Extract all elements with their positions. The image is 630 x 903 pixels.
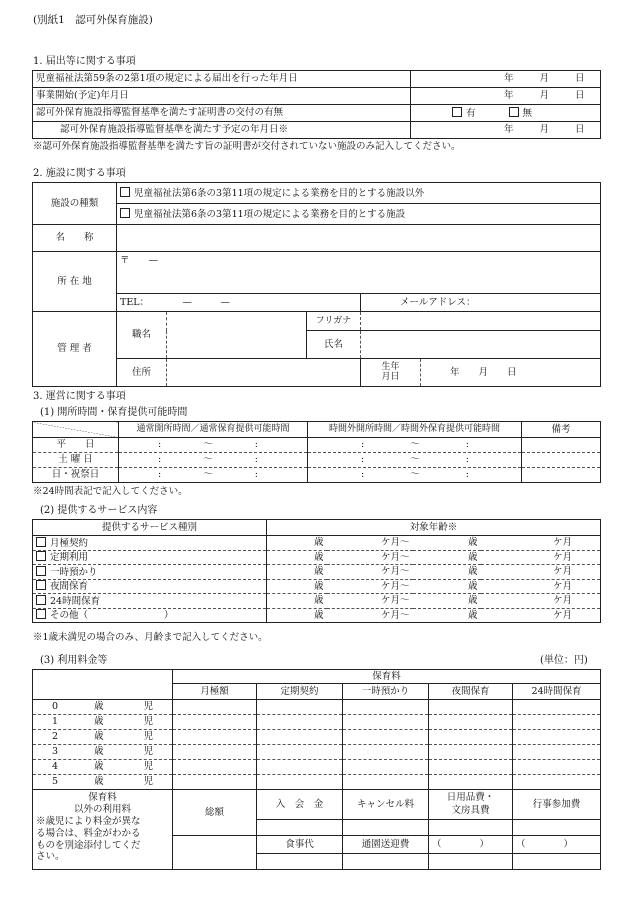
- services-table: [32, 519, 601, 623]
- section-2-table: [32, 182, 601, 387]
- hours-extra-field[interactable]: : 〜 :: [308, 453, 522, 468]
- s2-name-field[interactable]: [117, 225, 601, 252]
- fee-cell[interactable]: [173, 700, 257, 715]
- daily-fee-field[interactable]: [429, 820, 513, 836]
- s3-2-note: ※1歳未満児の場合のみ、月齢まで記入してください。: [33, 632, 268, 643]
- month-unit: ケ月〜: [327, 550, 413, 565]
- cancel-fee-field[interactable]: [343, 820, 429, 836]
- hours-col-notes: 備考: [522, 422, 601, 438]
- fee-cell[interactable]: [513, 700, 601, 715]
- s2-address2-field[interactable]: [167, 359, 361, 387]
- s2-manager-label: 管 理 者: [33, 312, 117, 387]
- checkbox-yes[interactable]: [452, 107, 462, 117]
- age-unit: 歳: [267, 550, 327, 565]
- fee-cell[interactable]: [513, 730, 601, 745]
- hours-notes-field[interactable]: [522, 453, 601, 468]
- service-option[interactable]: 一時預かり: [33, 565, 267, 580]
- s1-note: ※認可外保育施設指導監督基準を満たす旨の証明書が交付されていない施設のみ記入してください。: [33, 141, 461, 152]
- daily-fee-label: 日用品費・ 文房具費: [429, 790, 513, 820]
- s1-r1-label: 児童福祉法第59条の2第1項の規定による届出を行った年月日: [33, 71, 411, 88]
- section-3-title: 3. 運営に関する事項: [33, 391, 126, 402]
- month-unit: ケ月〜: [327, 608, 413, 623]
- age-unit: 歳: [413, 594, 481, 609]
- table-row: [33, 730, 601, 745]
- s2-furigana-label: フリガナ: [307, 312, 361, 331]
- fee-cell[interactable]: [429, 700, 513, 715]
- s1-r3-options[interactable]: 有 無: [411, 105, 601, 122]
- service-option[interactable]: その他（ ）: [33, 608, 267, 623]
- s2-furigana-field[interactable]: [361, 312, 601, 331]
- other-fee-2-field[interactable]: [513, 854, 601, 870]
- fee-cell[interactable]: [513, 745, 601, 760]
- service-option[interactable]: 定期利用: [33, 550, 267, 565]
- s2-type-label: 施設の種類: [33, 183, 117, 225]
- age-unit: 歳: [267, 594, 327, 609]
- fees-col: 24時間保育: [513, 684, 601, 700]
- fee-cell[interactable]: [173, 760, 257, 775]
- fees-col: 月極額: [173, 684, 257, 700]
- checkbox-icon[interactable]: [36, 566, 46, 576]
- section-1-title: 1. 届出等に関する事項: [33, 56, 136, 67]
- unit-label: (単位：円): [540, 655, 588, 666]
- fees-age-label: 5 歳 児: [33, 775, 173, 790]
- fees-age-label: 4 歳 児: [33, 760, 173, 775]
- entry-fee-field[interactable]: [257, 820, 343, 836]
- table-row: [33, 453, 601, 468]
- s2-postal-field[interactable]: 〒 —: [117, 252, 601, 294]
- fees-table: [32, 669, 601, 870]
- s1-r4-label: 認可外保育施設指導監督基準を満たす予定の年月日※: [33, 122, 411, 139]
- event-fee-field[interactable]: [513, 820, 601, 836]
- fee-cell[interactable]: [173, 730, 257, 745]
- month-unit: ケ月: [481, 579, 601, 594]
- hours-extra-field[interactable]: : 〜 :: [308, 438, 522, 453]
- fee-cell[interactable]: [513, 715, 601, 730]
- services-col-age: 対象年齢※: [267, 520, 601, 536]
- hours-notes-field[interactable]: [522, 468, 601, 483]
- fee-cell[interactable]: [429, 715, 513, 730]
- fee-cell[interactable]: [429, 760, 513, 775]
- fee-cell[interactable]: [429, 730, 513, 745]
- table-row: [33, 468, 601, 483]
- hours-normal-field[interactable]: : 〜 :: [119, 453, 308, 468]
- fee-cell[interactable]: [429, 745, 513, 760]
- fees-col: 一時預かり: [343, 684, 429, 700]
- fee-cell[interactable]: [257, 760, 343, 775]
- checkbox-type-1[interactable]: [120, 187, 130, 197]
- hours-notes-field[interactable]: [522, 438, 601, 453]
- fees-col: 定期契約: [257, 684, 343, 700]
- s3-1-note: ※24時間表記で記入してください。: [33, 486, 188, 497]
- fees-age-label: 1 歳 児: [33, 715, 173, 730]
- hours-table: [32, 421, 601, 483]
- services-col-type: 提供するサービス種別: [33, 520, 267, 536]
- other-fees-label: 保育料 以外の利用料 ※歳児により料金が異な る場合は、料金がわかる ものを別途添付してくだ さい。: [33, 790, 173, 870]
- total-field[interactable]: [173, 836, 257, 870]
- age-unit: 歳: [267, 579, 327, 594]
- checkbox-icon[interactable]: [36, 595, 46, 605]
- month-unit: ケ月: [481, 594, 601, 609]
- fees-age-label: 0 歳 児: [33, 700, 173, 715]
- hours-extra-field[interactable]: : 〜 :: [308, 468, 522, 483]
- bus-fee-label: 通園送迎費: [343, 836, 429, 854]
- s2-type-option-1[interactable]: 児童福祉法第6条の3第11項の規定による業務を目的とする施設以外: [117, 183, 601, 204]
- fee-cell[interactable]: [343, 700, 429, 715]
- s2-address2-label: 住所: [117, 359, 167, 387]
- table-row: [33, 715, 601, 730]
- checkbox-icon[interactable]: [36, 537, 46, 547]
- s1-r2-date[interactable]: 年 月 日: [411, 88, 601, 105]
- s2-address-label: 所 在 地: [33, 252, 117, 312]
- month-unit: ケ月〜: [327, 565, 413, 580]
- month-unit: ケ月: [481, 536, 601, 551]
- fee-cell[interactable]: [173, 745, 257, 760]
- age-unit: 歳: [413, 565, 481, 580]
- table-row: [33, 594, 601, 609]
- table-row: [33, 579, 601, 594]
- month-unit: ケ月: [481, 565, 601, 580]
- s2-name-label: 名 称: [33, 225, 117, 252]
- s3-3-title: (3) 利用料金等: [40, 655, 108, 666]
- fees-age-label: 2 歳 児: [33, 730, 173, 745]
- s2-birth-field[interactable]: 年 月 日: [421, 359, 601, 387]
- s3-2-title: (2) 提供するサービス内容: [40, 505, 158, 516]
- fee-cell[interactable]: [343, 760, 429, 775]
- hours-row-label: 日・祝祭日: [33, 468, 119, 483]
- s2-person-name-field[interactable]: [361, 331, 601, 359]
- s2-birth-label: 生年 月日: [361, 359, 421, 387]
- fees-col: 夜間保育: [429, 684, 513, 700]
- table-row: [33, 775, 601, 790]
- s2-person-name-label: 氏名: [307, 331, 361, 359]
- s1-r3-label: 認可外保育施設指導監督基準を満たす証明書の交付の有無: [33, 105, 411, 122]
- checkbox-type-2[interactable]: [120, 208, 130, 218]
- month-unit: ケ月〜: [327, 536, 413, 551]
- hours-normal-field[interactable]: : 〜 :: [119, 468, 308, 483]
- fee-cell[interactable]: [513, 775, 601, 790]
- hours-row-label: 平 日: [33, 438, 119, 453]
- month-unit: ケ月: [481, 550, 601, 565]
- checkbox-icon[interactable]: [36, 609, 46, 619]
- meal-fee-field[interactable]: [257, 854, 343, 870]
- hours-normal-field[interactable]: : 〜 :: [119, 438, 308, 453]
- table-row: [33, 438, 601, 453]
- service-option[interactable]: 24時間保育: [33, 594, 267, 609]
- section-1-table: [32, 70, 601, 139]
- table-row: [33, 700, 601, 715]
- age-unit: 歳: [413, 550, 481, 565]
- table-row: [33, 745, 601, 760]
- fee-cell[interactable]: [173, 715, 257, 730]
- age-unit: 歳: [267, 565, 327, 580]
- checkbox-icon[interactable]: [36, 580, 46, 590]
- age-unit: 歳: [413, 579, 481, 594]
- s2-email-field[interactable]: メールアドレス：: [361, 294, 601, 312]
- hours-col-normal: 通常開所時間／通常保育提供可能時間: [119, 422, 308, 438]
- age-unit: 歳: [413, 608, 481, 623]
- other-fee-1-field[interactable]: [429, 854, 513, 870]
- table-row: [33, 760, 601, 775]
- service-option[interactable]: 月極契約: [33, 536, 267, 551]
- fee-cell[interactable]: [257, 775, 343, 790]
- hours-col-extra: 時間外開所時間／時間外保育提供可能時間: [308, 422, 522, 438]
- fee-cell[interactable]: [429, 775, 513, 790]
- entry-fee-label: 入 会 金: [257, 790, 343, 820]
- fee-cell[interactable]: [513, 760, 601, 775]
- section-2-title: 2. 施設に関する事項: [33, 168, 126, 179]
- total-label: 総額: [173, 790, 257, 836]
- age-unit: 歳: [267, 608, 327, 623]
- s2-type-option-2[interactable]: 児童福祉法第6条の3第11項の規定による業務を目的とする施設: [117, 204, 601, 225]
- fee-cell[interactable]: [343, 715, 429, 730]
- s3-1-title: (1) 開所時間・保育提供可能時間: [40, 407, 188, 418]
- s2-job-label: 職名: [117, 312, 167, 359]
- s2-job-field[interactable]: [167, 312, 307, 359]
- fees-age-label: 3 歳 児: [33, 745, 173, 760]
- hours-corner: [33, 422, 119, 438]
- fee-cell[interactable]: [343, 730, 429, 745]
- table-row: [33, 565, 601, 580]
- fee-cell[interactable]: [343, 745, 429, 760]
- doc-header: (別紙1 認可外保育施設): [33, 14, 153, 26]
- month-unit: ケ月〜: [327, 594, 413, 609]
- event-fee-label: 行事参加費: [513, 790, 601, 820]
- table-row: [33, 608, 601, 623]
- fee-cell[interactable]: [257, 730, 343, 745]
- other-fee-1-label[interactable]: （ ）: [429, 836, 513, 854]
- fee-cell[interactable]: [173, 775, 257, 790]
- service-option[interactable]: 夜間保育: [33, 579, 267, 594]
- cancel-fee-label: キャンセル料: [343, 790, 429, 820]
- s2-tel-field[interactable]: TEL： — —: [117, 294, 361, 312]
- s1-r1-date[interactable]: 年 月 日: [411, 71, 601, 88]
- meal-fee-label: 食事代: [257, 836, 343, 854]
- fee-cell[interactable]: [257, 715, 343, 730]
- fees-corner: [33, 670, 173, 700]
- fee-cell[interactable]: [257, 745, 343, 760]
- fee-cell[interactable]: [257, 700, 343, 715]
- s1-r2-label: 事業開始(予定)年月日: [33, 88, 411, 105]
- s1-r4-date[interactable]: 年 月 日: [411, 122, 601, 139]
- other-fee-2-label[interactable]: （ ）: [513, 836, 601, 854]
- checkbox-icon[interactable]: [36, 551, 46, 561]
- hours-row-label: 土 曜 日: [33, 453, 119, 468]
- age-unit: 歳: [267, 536, 327, 551]
- table-row: [33, 536, 601, 551]
- month-unit: ケ月〜: [327, 579, 413, 594]
- checkbox-no[interactable]: [509, 107, 519, 117]
- bus-fee-field[interactable]: [343, 854, 429, 870]
- age-unit: 歳: [413, 536, 481, 551]
- month-unit: ケ月: [481, 608, 601, 623]
- fees-header: 保育料: [173, 670, 601, 684]
- fee-cell[interactable]: [343, 775, 429, 790]
- table-row: [33, 550, 601, 565]
